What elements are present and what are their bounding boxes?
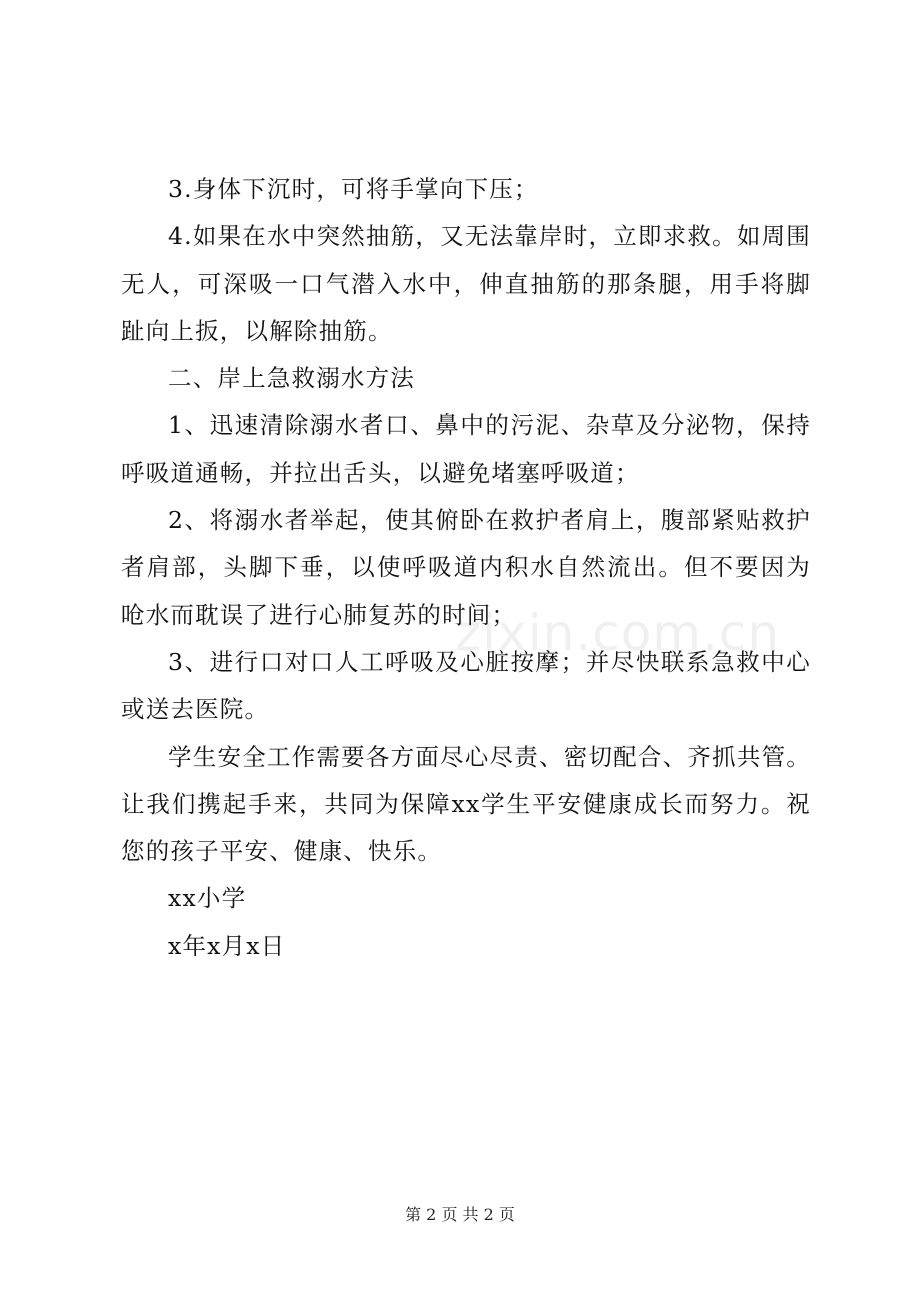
watermark: zixin.com.cn — [455, 604, 781, 662]
paragraph-2: 4.如果在水中突然抽筋，又无法靠岸时，立即求救。如周围无人，可深吸一口气潜入水中，伸直抽筋的那条腿，用手将脚趾向上扳，以解除抽筋。 — [121, 222, 811, 345]
closing-paragraph: 学生安全工作需要各方面尽心尽责、密切配合、齐抓共管。让我们携起手来，共同为保障xx学生平安健康成长而努力。祝您的孩子平安、健康、快乐。 — [121, 742, 811, 866]
paragraph-1: 3.身体下沉时，可将手掌向下压； — [168, 175, 539, 203]
section-heading: 二、岸上急救溺水方法 — [168, 364, 415, 393]
signature-date: x年x月x日 — [168, 931, 286, 960]
paragraph-5: 3、进行口对口人工呼吸及心脏按摩；并尽快联系急救中心或送去医院。 — [121, 647, 811, 724]
page-footer: 第 2 页 共 2 页 — [405, 1205, 515, 1224]
paragraph-4: 2、将溺水者举起，使其俯卧在救护者肩上，腹部紧贴救护者肩部，头脚下垂，以使呼吸道内积水自然流出。但不要因为呛水而耽误了进行心肺复苏的时间； — [121, 506, 811, 629]
signature-school: xx小学 — [168, 884, 247, 913]
paragraph-3: 1、迅速清除溺水者口、鼻中的污泥、杂草及分泌物，保持呼吸道通畅，并拉出舌头，以避免堵塞呼吸道； — [121, 411, 811, 487]
document-body — [121, 166, 811, 970]
